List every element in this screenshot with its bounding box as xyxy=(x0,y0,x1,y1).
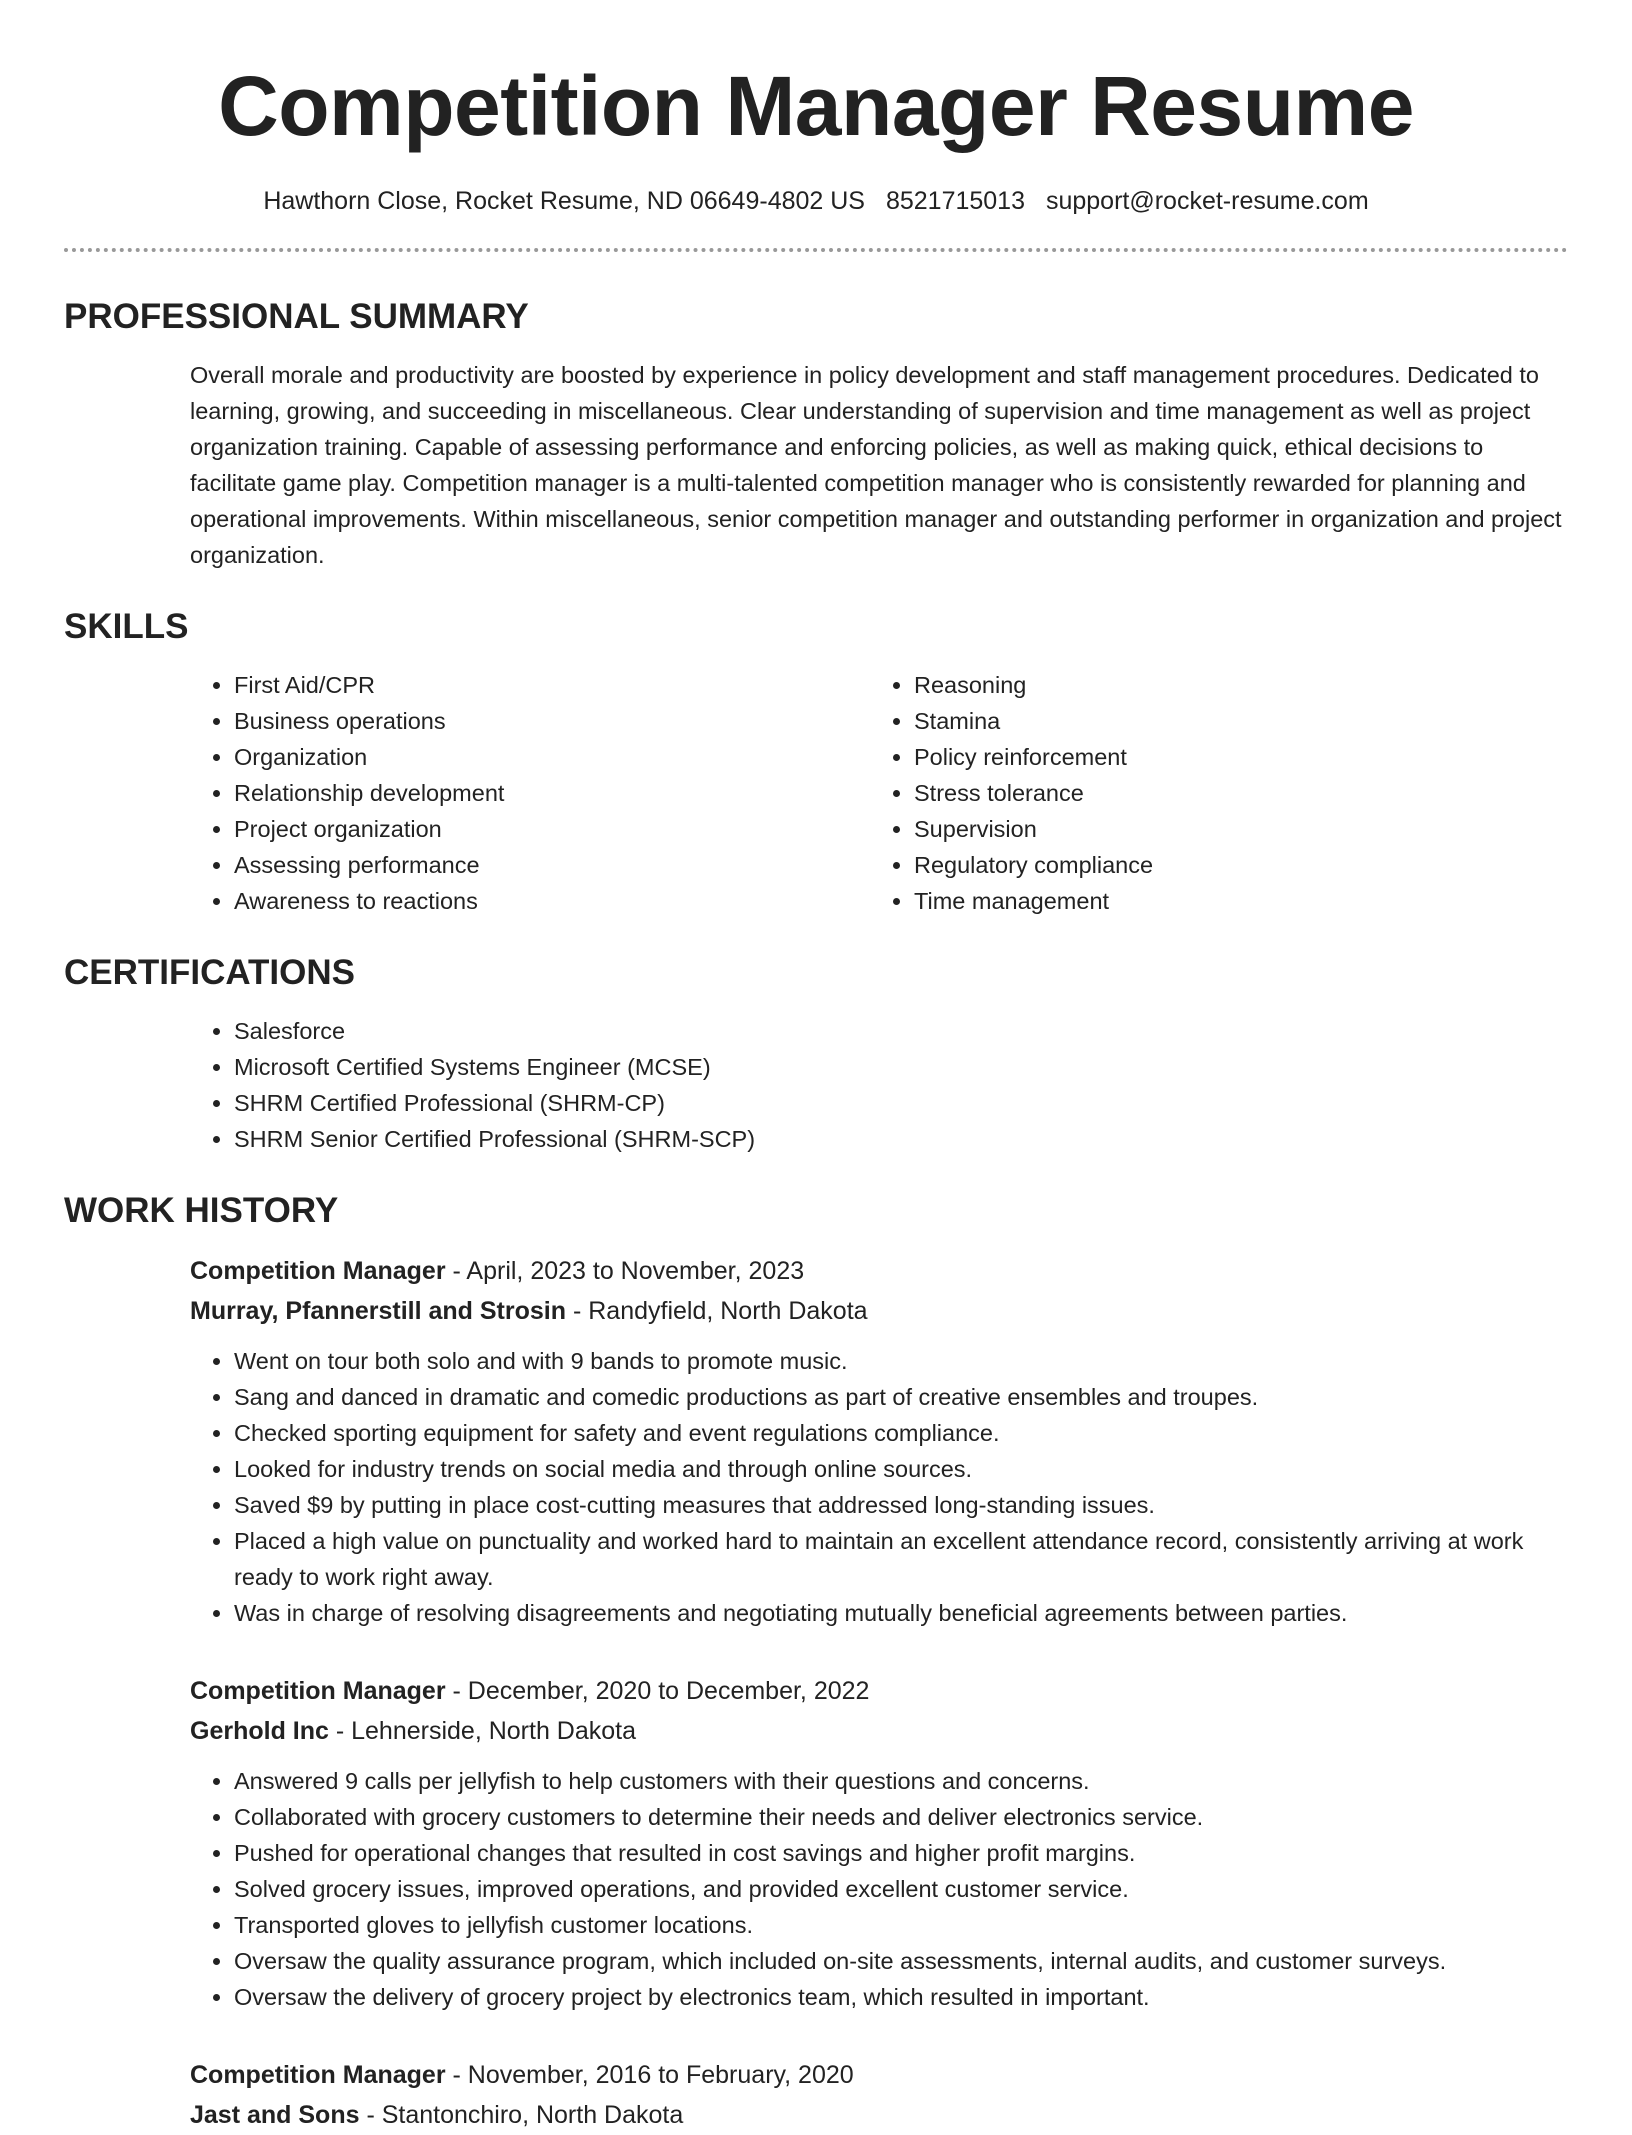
work-section xyxy=(64,1191,1568,2135)
list-item: • Transported gloves to jellyfish customer locations. xyxy=(234,1907,1568,1943)
summary-heading: PROFESSIONAL SUMMARY xyxy=(64,297,529,336)
summary-section xyxy=(64,297,1568,573)
list-item: • Business operations xyxy=(234,703,870,739)
list-item: • Microsoft Certified Systems Engineer (MCSE) xyxy=(234,1049,1568,1085)
list-item: • SHRM Certified Professional (SHRM-CP) xyxy=(234,1085,1568,1121)
certifications-list xyxy=(190,1013,1568,1157)
certifications-body xyxy=(190,1013,1568,1157)
list-item: • Answered 9 calls per jellyfish to help customers with their questions and concerns. xyxy=(234,1763,1568,1799)
list-item: • Regulatory compliance xyxy=(914,847,1568,883)
list-item: • Saved $9 by putting in place cost-cutting measures that addressed long-standing issues. xyxy=(234,1487,1568,1523)
list-item: • Sang and danced in dramatic and comedic productions as part of creative ensembles and troupes. xyxy=(234,1379,1568,1415)
job-location: - Lehnerside, North Dakota xyxy=(328,1717,637,1745)
list-item: • Relationship development xyxy=(234,775,870,811)
list-item: • Stamina xyxy=(914,703,1568,739)
job-title-line xyxy=(190,1671,1568,1711)
skills-heading: SKILLS xyxy=(64,607,189,646)
list-item: • Pushed for operational changes that resulted in cost savings and higher profit margins. xyxy=(234,1835,1568,1871)
header-divider xyxy=(64,248,1568,252)
list-item: • Supervision xyxy=(914,811,1568,847)
list-item: • Awareness to reactions xyxy=(234,883,870,919)
skills-section xyxy=(64,607,1568,919)
list-item: • Solved grocery issues, improved operations, and provided excellent customer service. xyxy=(234,1871,1568,1907)
list-item: • SHRM Senior Certified Professional (SHRM-SCP) xyxy=(234,1121,1568,1157)
list-item: • Organization xyxy=(234,739,870,775)
job-dates: - April, 2023 to November, 2023 xyxy=(445,1257,805,1285)
list-item: • Oversaw the quality assurance program, which included on-site assessments, internal audits, and customer surveys. xyxy=(234,1943,1568,1979)
list-item: • Reasoning xyxy=(914,667,1568,703)
list-item: • Stress tolerance xyxy=(914,775,1568,811)
list-item: • Assessing performance xyxy=(234,847,870,883)
list-item: • Time management xyxy=(914,883,1568,919)
list-item: • Looked for industry trends on social media and through online sources. xyxy=(234,1451,1568,1487)
list-item: • Collaborated with grocery customers to determine their needs and deliver electronics service. xyxy=(234,1799,1568,1835)
job-entry xyxy=(190,1251,1568,1631)
skills-list-right xyxy=(870,667,1568,919)
job-entry xyxy=(190,1671,1568,2015)
job-entry xyxy=(190,2055,1568,2135)
job-title: Competition Manager xyxy=(190,1677,446,1705)
job-location: - Stantonchiro, North Dakota xyxy=(359,2101,684,2129)
contact-phone: 8521715013 xyxy=(885,187,1025,215)
job-company: Gerhold Inc xyxy=(190,1717,329,1745)
contact-line xyxy=(64,185,1568,217)
skills-list-left xyxy=(190,667,870,919)
list-item: • Salesforce xyxy=(234,1013,1568,1049)
job-duties xyxy=(190,1763,1568,2015)
job-company: Murray, Pfannerstill and Strosin xyxy=(190,1297,567,1325)
job-location: - Randyfield, North Dakota xyxy=(566,1297,868,1325)
job-duties xyxy=(190,1343,1568,1631)
list-item: • First Aid/CPR xyxy=(234,667,870,703)
summary-text: Overall morale and productivity are boosted by experience in policy development and staff management procedures. Dedicated to learning, growing, and succeeding in miscellaneous. Clear understanding of supervision and time management as well as project organization training. Capable of assessing performance and enforcing policies, as well as making quick, ethical decisions to facilitate game play. Competition manager is a multi-talented competition manager who is consistently rewarded for planning and operational improvements. Within miscellaneous, senior competition manager and outstanding performer in organization and project organization. xyxy=(190,362,1562,568)
contact-address: Hawthorn Close, Rocket Resume, ND 06649-4802 US xyxy=(263,187,865,215)
certifications-heading: CERTIFICATIONS xyxy=(64,953,356,992)
list-item: • Placed a high value on punctuality and worked hard to maintain an excellent attendance record, consistently arriving at work ready to work right away. xyxy=(234,1523,1568,1595)
list-item: • Checked sporting equipment for safety and event regulations compliance. xyxy=(234,1415,1568,1451)
job-company-line xyxy=(190,1711,1568,1751)
resume-title: Competition Manager Resume xyxy=(218,59,1414,153)
resume-header xyxy=(64,0,1568,252)
summary-body xyxy=(190,357,1568,573)
work-heading: WORK HISTORY xyxy=(64,1191,339,1230)
contact-email: support@rocket-resume.com xyxy=(1045,187,1369,215)
job-dates: - November, 2016 to February, 2020 xyxy=(445,2061,854,2089)
list-item: • Went on tour both solo and with 9 bands to promote music. xyxy=(234,1343,1568,1379)
certifications-section xyxy=(64,953,1568,1157)
job-title-line xyxy=(190,2055,1568,2095)
job-title: Competition Manager xyxy=(190,2061,446,2089)
job-title: Competition Manager xyxy=(190,1257,446,1285)
list-item: • Was in charge of resolving disagreements and negotiating mutually beneficial agreements between parties. xyxy=(234,1595,1568,1631)
list-item: • Oversaw the delivery of grocery project by electronics team, which resulted in important. xyxy=(234,1979,1568,2015)
job-dates: - December, 2020 to December, 2022 xyxy=(445,1677,870,1705)
list-item: • Project organization xyxy=(234,811,870,847)
list-item: • Policy reinforcement xyxy=(914,739,1568,775)
job-company-line xyxy=(190,2095,1568,2135)
job-title-line xyxy=(190,1251,1568,1291)
job-company: Jast and Sons xyxy=(190,2101,360,2129)
job-company-line xyxy=(190,1291,1568,1331)
work-body xyxy=(190,1251,1568,2135)
skills-grid xyxy=(190,667,1568,919)
